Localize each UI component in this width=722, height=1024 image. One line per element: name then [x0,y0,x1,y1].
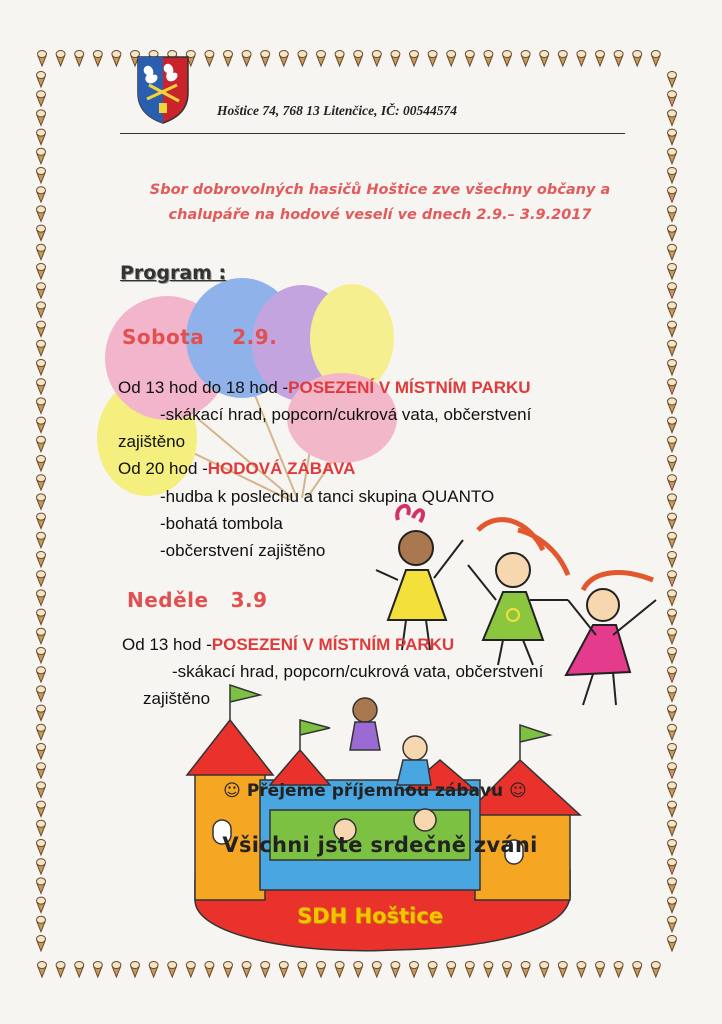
ice-cream-cone-icon [354,51,363,67]
ice-cream-cone-icon [668,110,677,126]
ice-cream-cone-icon [668,494,677,510]
ice-cream-cone-icon [56,962,65,978]
ice-cream-cone-icon [37,494,46,510]
ice-cream-cone-icon [668,379,677,395]
sunday-slot1-time: Od 13 hod - [122,635,212,654]
sunday-day: Neděle [127,588,209,612]
ice-cream-cone-icon [37,283,46,299]
ice-cream-cone-icon [668,667,677,683]
ice-cream-cone-icon [668,552,677,568]
ice-cream-cone-icon [558,51,567,67]
ice-cream-cone-icon [261,51,270,67]
ice-cream-cone-icon [668,456,677,472]
ice-cream-cone-icon [37,705,46,721]
ice-cream-cone-icon [668,705,677,721]
ice-cream-cone-icon [37,475,46,491]
ice-cream-cone-icon [37,686,46,702]
invitation-line-1: Sbor dobrovolných hasičů Hoštice zve všechny občany a [149,182,611,198]
ice-cream-cone-icon [668,360,677,376]
ice-cream-cone-icon [668,513,677,529]
ice-cream-cone-icon [428,51,437,67]
ice-cream-cone-icon [242,51,251,67]
ice-cream-cone-icon [668,878,677,894]
ice-cream-cone-icon [668,686,677,702]
ice-cream-cone-icon [37,187,46,203]
ice-cream-cone-icon [37,648,46,664]
ice-cream-cone-icon [112,962,121,978]
ice-cream-cone-icon [37,360,46,376]
saturday-slot2-item2: -bohatá tombola [160,514,283,533]
saturday-slot1-item1-cont: zajištěno [118,432,186,451]
ice-cream-cone-icon [521,51,530,67]
ice-cream-cone-icon [668,744,677,760]
ice-cream-cone-icon [668,72,677,88]
ice-cream-cone-icon [37,820,46,836]
ice-cream-cone-icon [224,51,233,67]
ice-cream-cone-icon [668,628,677,644]
ice-cream-cone-icon [668,916,677,932]
ice-cream-cone-icon [668,436,677,452]
ice-cream-cone-icon [37,302,46,318]
ice-cream-cone-icon [668,859,677,875]
saturday-heading [122,325,277,349]
ice-cream-cone-icon [37,724,46,740]
ice-cream-cone-icon [298,51,307,67]
ice-cream-cone-icon [205,51,214,67]
ice-cream-cone-icon [37,513,46,529]
ice-cream-cone-icon [484,51,493,67]
ice-cream-cone-icon [37,571,46,587]
ice-cream-cone-icon [668,398,677,414]
ice-cream-cone-icon [37,801,46,817]
ice-cream-cone-icon [614,51,623,67]
ice-cream-cone-icon [372,51,381,67]
ice-cream-cone-icon [668,820,677,836]
ice-cream-cone-icon [37,379,46,395]
address-line: Hoštice 74, 768 13 Litenčice, IČ: 00544574 [217,103,457,118]
sunday-date: 3.9 [230,588,268,612]
ice-cream-cone-icon [465,51,474,67]
saturday-day: Sobota [122,325,205,349]
ice-cream-cone-icon [668,91,677,107]
ice-cream-cone-icon [614,962,623,978]
smile-right-icon: ☺ [509,781,527,801]
smile-left-icon: ☺ [223,781,241,801]
ice-cream-cone-icon [56,51,65,67]
ice-cream-cone-icon [37,609,46,625]
ice-cream-cone-icon [668,936,677,952]
ice-cream-cone-icon [651,51,660,67]
ice-cream-cone-icon [37,321,46,337]
ice-cream-cone-icon [540,51,549,67]
signature-sdh: SDH Hoštice [297,904,443,928]
ice-cream-cone-icon [75,962,84,978]
ice-cream-cone-icon [668,321,677,337]
wish-line [160,781,590,801]
ice-cream-cone-icon [651,962,660,978]
ice-cream-cone-icon [37,398,46,414]
ice-cream-cone-icon [38,962,47,978]
ice-cream-cone-icon [668,571,677,587]
ice-cream-cone-icon [37,148,46,164]
saturday-slot2-item3: -občerstvení zajištěno [160,541,326,560]
program-title: Program : [120,262,227,284]
saturday-slot2-time: Od 20 hod - [118,459,208,478]
ice-cream-cone-icon [112,51,121,67]
ice-cream-cone-icon [668,129,677,145]
ice-cream-cone-icon [37,225,46,241]
ice-cream-cone-icon [668,148,677,164]
header-divider [120,133,625,134]
ice-cream-cone-icon [37,244,46,259]
ice-cream-cone-icon [37,264,46,280]
ice-cream-cone-icon [37,417,46,433]
ice-cream-cone-icon [596,962,605,978]
ice-cream-cone-icon [131,962,140,978]
ice-cream-cone-icon [668,782,677,798]
ice-cream-cone-icon [37,628,46,644]
ice-cream-cone-icon [37,129,46,145]
ice-cream-cone-icon [668,609,677,625]
ice-cream-cone-icon [668,724,677,740]
saturday-date: 2.9. [232,325,278,349]
ice-cream-cone-icon [37,110,46,126]
ice-cream-cone-icon [37,859,46,875]
saturday-slot1 [118,378,531,398]
ice-cream-cone-icon [668,763,677,779]
ice-cream-cone-icon [668,283,677,299]
ice-cream-cone-icon [668,532,677,548]
saturday-slot1-time: Od 13 hod do 18 hod - [118,378,289,397]
ice-cream-cone-icon [37,168,46,184]
saturday-slot1-item1: -skákací hrad, popcorn/cukrová vata, občerstvení [160,405,532,424]
ice-cream-cone-icon [37,878,46,894]
ice-cream-cone-icon [668,475,677,491]
ice-cream-cone-icon [633,51,642,67]
ice-cream-cone-icon [37,782,46,798]
ice-cream-cone-icon [37,840,46,856]
ice-cream-cone-icon [633,962,642,978]
ice-cream-cone-icon [668,590,677,606]
ice-cream-cone-icon [447,51,456,67]
ice-cream-cone-icon [149,962,158,978]
ice-cream-cone-icon [38,51,47,67]
invitation-line-2: chalupáře na hodové veselí ve dnech 2.9.– 3.9.2017 [168,207,592,223]
ice-cream-cone-icon [37,552,46,568]
ice-cream-cone-icon [75,51,84,67]
ice-cream-cone-icon [37,456,46,472]
sunday-slot1-item1: -skákací hrad, popcorn/cukrová vata, občerstvení [172,662,544,681]
ice-cream-cone-icon [668,648,677,664]
invitation-text [90,178,670,228]
sunday-slot1 [122,635,454,655]
ice-cream-cone-icon [37,744,46,760]
saturday-slot2-item1: -hudba k poslechu a tanci skupina QUANTO [160,487,495,506]
sunday-slot1-item1-cont: zajištěno [143,689,211,708]
ice-cream-cone-icon [577,51,586,67]
ice-cream-cone-icon [279,51,288,67]
ice-cream-cone-icon [37,532,46,548]
ice-cream-cone-icon [668,244,677,259]
coat-of-arms-icon [135,55,191,125]
ice-cream-cone-icon [596,51,605,67]
ice-cream-cone-icon [668,840,677,856]
ice-cream-cone-icon [37,897,46,913]
ice-cream-cone-icon [503,51,512,67]
ice-cream-cone-icon [93,51,102,67]
ice-cream-cone-icon [37,340,46,356]
ice-cream-cone-icon [37,206,46,222]
ice-cream-cone-icon [37,590,46,606]
saturday-slot2 [118,459,355,479]
ice-cream-cone-icon [668,897,677,913]
ice-cream-cone-icon [668,417,677,433]
ice-cream-cone-icon [37,667,46,683]
ice-cream-cone-icon [668,302,677,318]
welcome-text: Všichni jste srdečně zváni [222,833,538,857]
ice-cream-cone-icon [37,72,46,88]
sunday-slot1-event: POSEZENÍ V MÍSTNÍM PARKU [211,635,455,654]
ice-cream-cone-icon [317,51,326,67]
ice-cream-cone-icon [37,916,46,932]
ice-cream-cone-icon [37,763,46,779]
ice-cream-cone-icon [410,51,419,67]
ice-cream-cone-icon [668,340,677,356]
ice-cream-cone-icon [37,936,46,952]
wish-text: Přejeme příjemnou zábavu [246,781,504,801]
ice-cream-cone-icon [335,51,344,67]
ice-cream-cone-icon [668,264,677,280]
ice-cream-cone-icon [37,436,46,452]
sunday-heading [127,588,268,612]
saturday-slot1-event: POSEZENÍ V MÍSTNÍM PARKU [288,378,531,397]
ice-cream-cone-icon [93,962,102,978]
ice-cream-cone-icon [668,801,677,817]
saturday-slot2-event: HODOVÁ ZÁBAVA [207,459,356,478]
ice-cream-cone-icon [37,91,46,107]
ice-cream-cone-icon [391,51,400,67]
